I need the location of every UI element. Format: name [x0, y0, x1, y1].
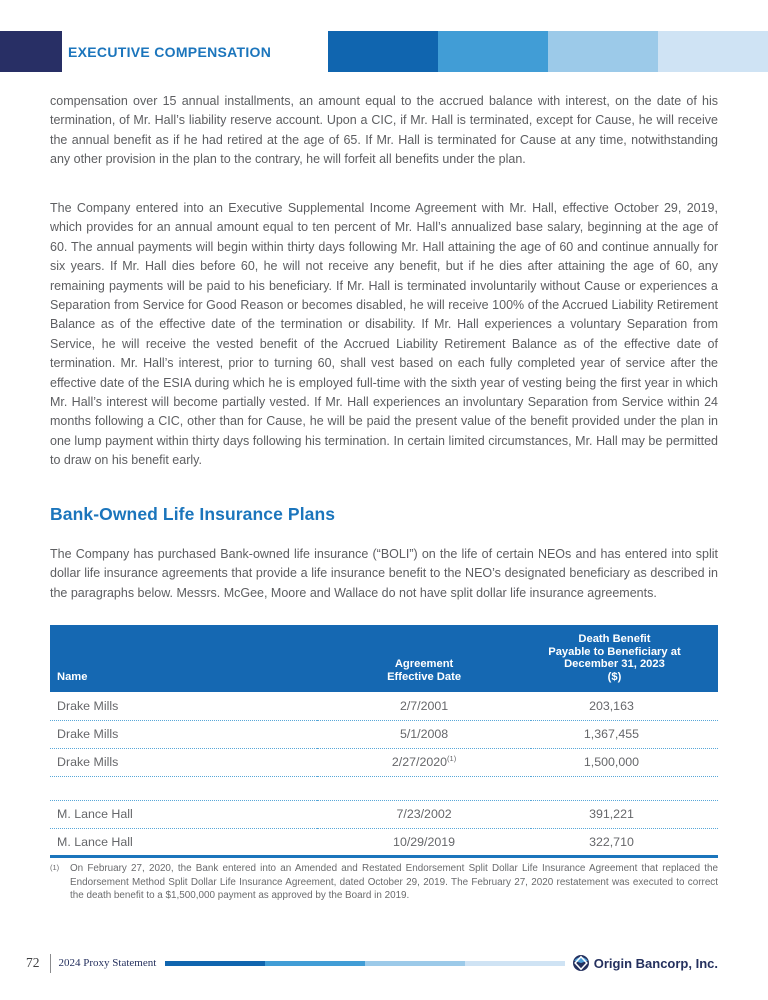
column-header-line: Effective Date [387, 670, 462, 683]
cell-date [317, 720, 531, 748]
column-header-line: Agreement [394, 658, 454, 670]
footer-divider [50, 954, 51, 973]
cell-date-value: 7/23/2002 [396, 807, 452, 821]
footnote-marker: (1) [50, 863, 60, 872]
bar-segment [438, 31, 548, 72]
cell-date [317, 748, 531, 776]
table-header-row [50, 625, 718, 692]
cell-amount: 1,367,455 [531, 720, 718, 748]
table-spacer-row [50, 776, 718, 800]
bar-segment [548, 31, 658, 72]
cell-name: Drake Mills [50, 692, 317, 720]
body-paragraph-3: The Company has purchased Bank-owned life insurance (“BOLI”) on the life of certain NEOs and has entered into split dollar life insurance agreements that provide a life insurance benefit to the NEO’s designated beneficiary as described in the paragraphs below. Messrs. McGee, Moore and Wallace do not have split dollar life insurance agreements. [50, 547, 718, 600]
column-header-line: Payable to Beneficiary at [548, 645, 681, 658]
cell-empty [317, 776, 531, 800]
footnote [50, 862, 718, 903]
cell-name: Drake Mills [50, 748, 317, 776]
cell-amount: 322,710 [531, 828, 718, 856]
table-row [50, 800, 718, 828]
cell-name: Drake Mills [50, 720, 317, 748]
bar-segment [328, 31, 438, 72]
cell-date-value: 10/29/2019 [393, 834, 456, 849]
cell-date [317, 692, 531, 720]
bar-segment [658, 31, 768, 72]
column-header-name-label: Name [57, 670, 88, 683]
cell-date [317, 800, 531, 828]
column-header-line: December 31, 2023 [564, 658, 665, 670]
footer-gradient-bar [165, 961, 564, 966]
column-header-line: Death Benefit [578, 633, 651, 645]
cell-name: M. Lance Hall [50, 828, 317, 856]
bar-segment [165, 961, 265, 966]
cell-amount: 391,221 [531, 800, 718, 828]
cell-amount: 203,163 [531, 692, 718, 720]
document-title: 2024 Proxy Statement [58, 957, 157, 969]
header-band [0, 31, 768, 72]
cell-empty [50, 776, 317, 800]
column-header-agreement-date [317, 625, 531, 692]
cell-date-footnote-ref: (1) [447, 753, 457, 763]
column-header-line: ($) [607, 670, 622, 683]
cell-amount: 1,500,000 [531, 748, 718, 776]
bar-segment [265, 961, 365, 966]
navy-accent-block [0, 31, 62, 72]
body-paragraph-2: The Company entered into an Executive Supplemental Income Agreement with Mr. Hall, effective October 29, 2019, which provides for an annual amount equal to ten percent of Mr. Hall’s annualized base salary, beginning at the age of 60. The annual payments will begin within thirty days following Mr. Hall attaining the age of 60 and continue annually for six years. If Mr. Hall dies before 60, he will not receive any benefit, but if he dies after attaining the age of 60, any remaining payments will be paid to his beneficiary. If Mr. Hall is terminated involuntarily without Cause or experiences a Separation from Service for Good Reason or becomes disabled, he will receive 100% of the Accrued Liability Retirement Balance as of the effective date of the termination or disability. If Mr. Hall experiences a voluntary Separation from Service, he will receive the vested benefit of the Accrued Liability Retirement Balance as of the effective date of termination. Mr. Hall’s interest, prior to turning 60, shall vest based on each fully completed year of service after the effective date of the ESIA during which he is employed full-time with the sixth year of vesting being the first year in which Mr. Hall’s interest will become partially vested. If Mr. Hall experiences an involuntary Separation from Service within 24 months following a CIC, other than for Cause, he will be paid the present value of the benefit provided under the plan in one lump payment within thirty days following his termination. In certain limited circumstances, Mr. Hall may be permitted to draw on his benefit early. [50, 201, 718, 468]
table-row [50, 692, 718, 720]
body-paragraph-1: compensation over 15 annual installments, an amount equal to the accrued balance with interest, on the date of his termination, of Mr. Hall’s liability reserve account. Upon a CIC, if Mr. Hall is terminated, except for Cause, he will receive the annual benefit as if he had retired at the age of 65. If Mr. Hall is terminated for Cause at any time, notwithstanding any other provision in the plan to the contrary, he will forfeit all benefits under the plan. [50, 94, 718, 167]
page-footer [0, 951, 768, 975]
bar-segment [465, 961, 565, 966]
page-number: 72 [26, 955, 40, 970]
cell-date [317, 828, 531, 856]
table-row [50, 748, 718, 776]
column-header-name [50, 625, 317, 692]
header-gradient-bar [328, 31, 768, 72]
table-row [50, 828, 718, 856]
boli-table [50, 625, 718, 858]
boli-section-heading: Bank-Owned Life Insurance Plans [50, 504, 336, 524]
company-name: Origin Bancorp, Inc. [593, 955, 718, 971]
table-row [50, 720, 718, 748]
cell-date-value: 2/27/2020 [391, 755, 448, 769]
cell-name: M. Lance Hall [50, 800, 317, 828]
cell-date-value: 5/1/2008 [399, 727, 449, 741]
section-title: EXECUTIVE COMPENSATION [68, 43, 272, 60]
footnote-text: On February 27, 2020, the Bank entered into an Amended and Restated Endorsement Split Dollar Life Insurance Agreement that replaced the Endorsement Method Split Dollar Life Insurance Agreement, dated October 29, 2019. The February 27, 2020 restatement was executed to correct the death benefit to a $1,500,000 payment as approved by the Board in 2019. [70, 863, 718, 902]
bar-segment [365, 961, 465, 966]
origin-bancorp-logo-icon [573, 955, 589, 971]
cell-date-value: 2/7/2001 [399, 698, 449, 713]
column-header-death-benefit [531, 625, 718, 692]
cell-empty [531, 776, 718, 800]
